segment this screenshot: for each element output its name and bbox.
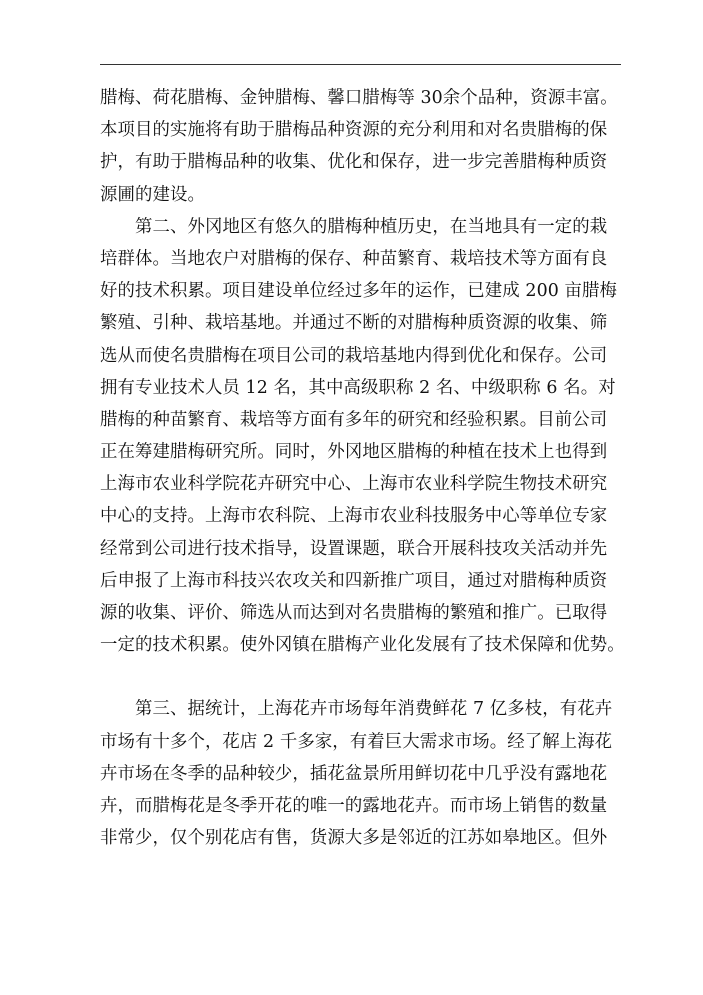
text-line: 卉市场在冬季的品种较少，插花盆景所用鲜切花中几乎没有露地花 [100, 763, 608, 784]
text-line: 上海市农业科学院花卉研究中心、上海市农业科学院生物技术研究 [100, 474, 608, 495]
text-line: 拥有专业技术人员 12 名，其中高级职称 2 名、中级职称 6 名。对 [100, 377, 616, 398]
paragraph-2 [100, 211, 625, 662]
text-line: 好的技术积累。项目建设单位经过多年的运作，已建成 200 亩腊梅 [100, 281, 617, 302]
header-rule [100, 64, 621, 65]
text-line: 后申报了上海市科技兴农攻关和四新推广项目，通过对腊梅种质资 [100, 570, 608, 591]
text-line: 经常到公司进行技术指导，设置课题，联合开展科技攻关活动并先 [100, 538, 608, 559]
text-line: 市场有十多个，花店 2 千多家，有着巨大需求市场。经了解上海花 [100, 731, 613, 752]
text-line: 源圃的建设。 [100, 184, 205, 205]
paragraph-3 [100, 693, 625, 854]
text-line: 繁殖、引种、栽培基地。并通过不断的对腊梅种质资源的收集、筛 [100, 313, 608, 334]
text-line: 护，有助于腊梅品种的收集、优化和保存，进一步完善腊梅种质资 [100, 152, 608, 173]
text-line: 培群体。当地农户对腊梅的保存、种苗繁育、栽培技术等方面有良 [100, 248, 608, 269]
text-line: 中心的支持。上海市农科院、上海市农业科技服务中心等单位专家 [100, 506, 608, 527]
text-line: 腊梅、荷花腊梅、金钟腊梅、馨口腊梅等 30余个品种，资源丰富。 [100, 88, 618, 108]
text-line: 第三、据统计，上海花卉市场每年消费鲜花 7 亿多枝，有花卉 [135, 699, 613, 720]
text-line: 源的收集、评价、筛选从而达到对名贵腊梅的繁殖和推广。已取得 [100, 603, 608, 623]
text-line: 第二、外冈地区有悠久的腊梅种植历史，在当地具有一定的栽 [135, 216, 608, 237]
text-line: 非常少，仅个别花店有售，货源大多是邻近的江苏如皋地区。但外 [100, 828, 608, 849]
text-line: 本项目的实施将有助于腊梅品种资源的充分利用和对名贵腊梅的保 [100, 120, 608, 141]
paragraph-gap [100, 661, 625, 693]
document-body [100, 82, 625, 854]
text-line: 卉，而腊梅花是冬季开花的唯一的露地花卉。而市场上销售的数量 [100, 795, 608, 816]
text-line: 一定的技术积累。使外冈镇在腊梅产业化发展有了技术保障和优势。 [100, 635, 625, 656]
text-line: 腊梅的种苗繁育、栽培等方面有多年的研究和经验积累。目前公司 [100, 409, 608, 430]
paragraph-1 [100, 82, 625, 211]
text-line: 选从而使名贵腊梅在项目公司的栽培基地内得到优化和保存。公司 [100, 345, 608, 366]
text-line: 正在筹建腊梅研究所。同时，外冈地区腊梅的种植在技术上也得到 [100, 442, 608, 463]
